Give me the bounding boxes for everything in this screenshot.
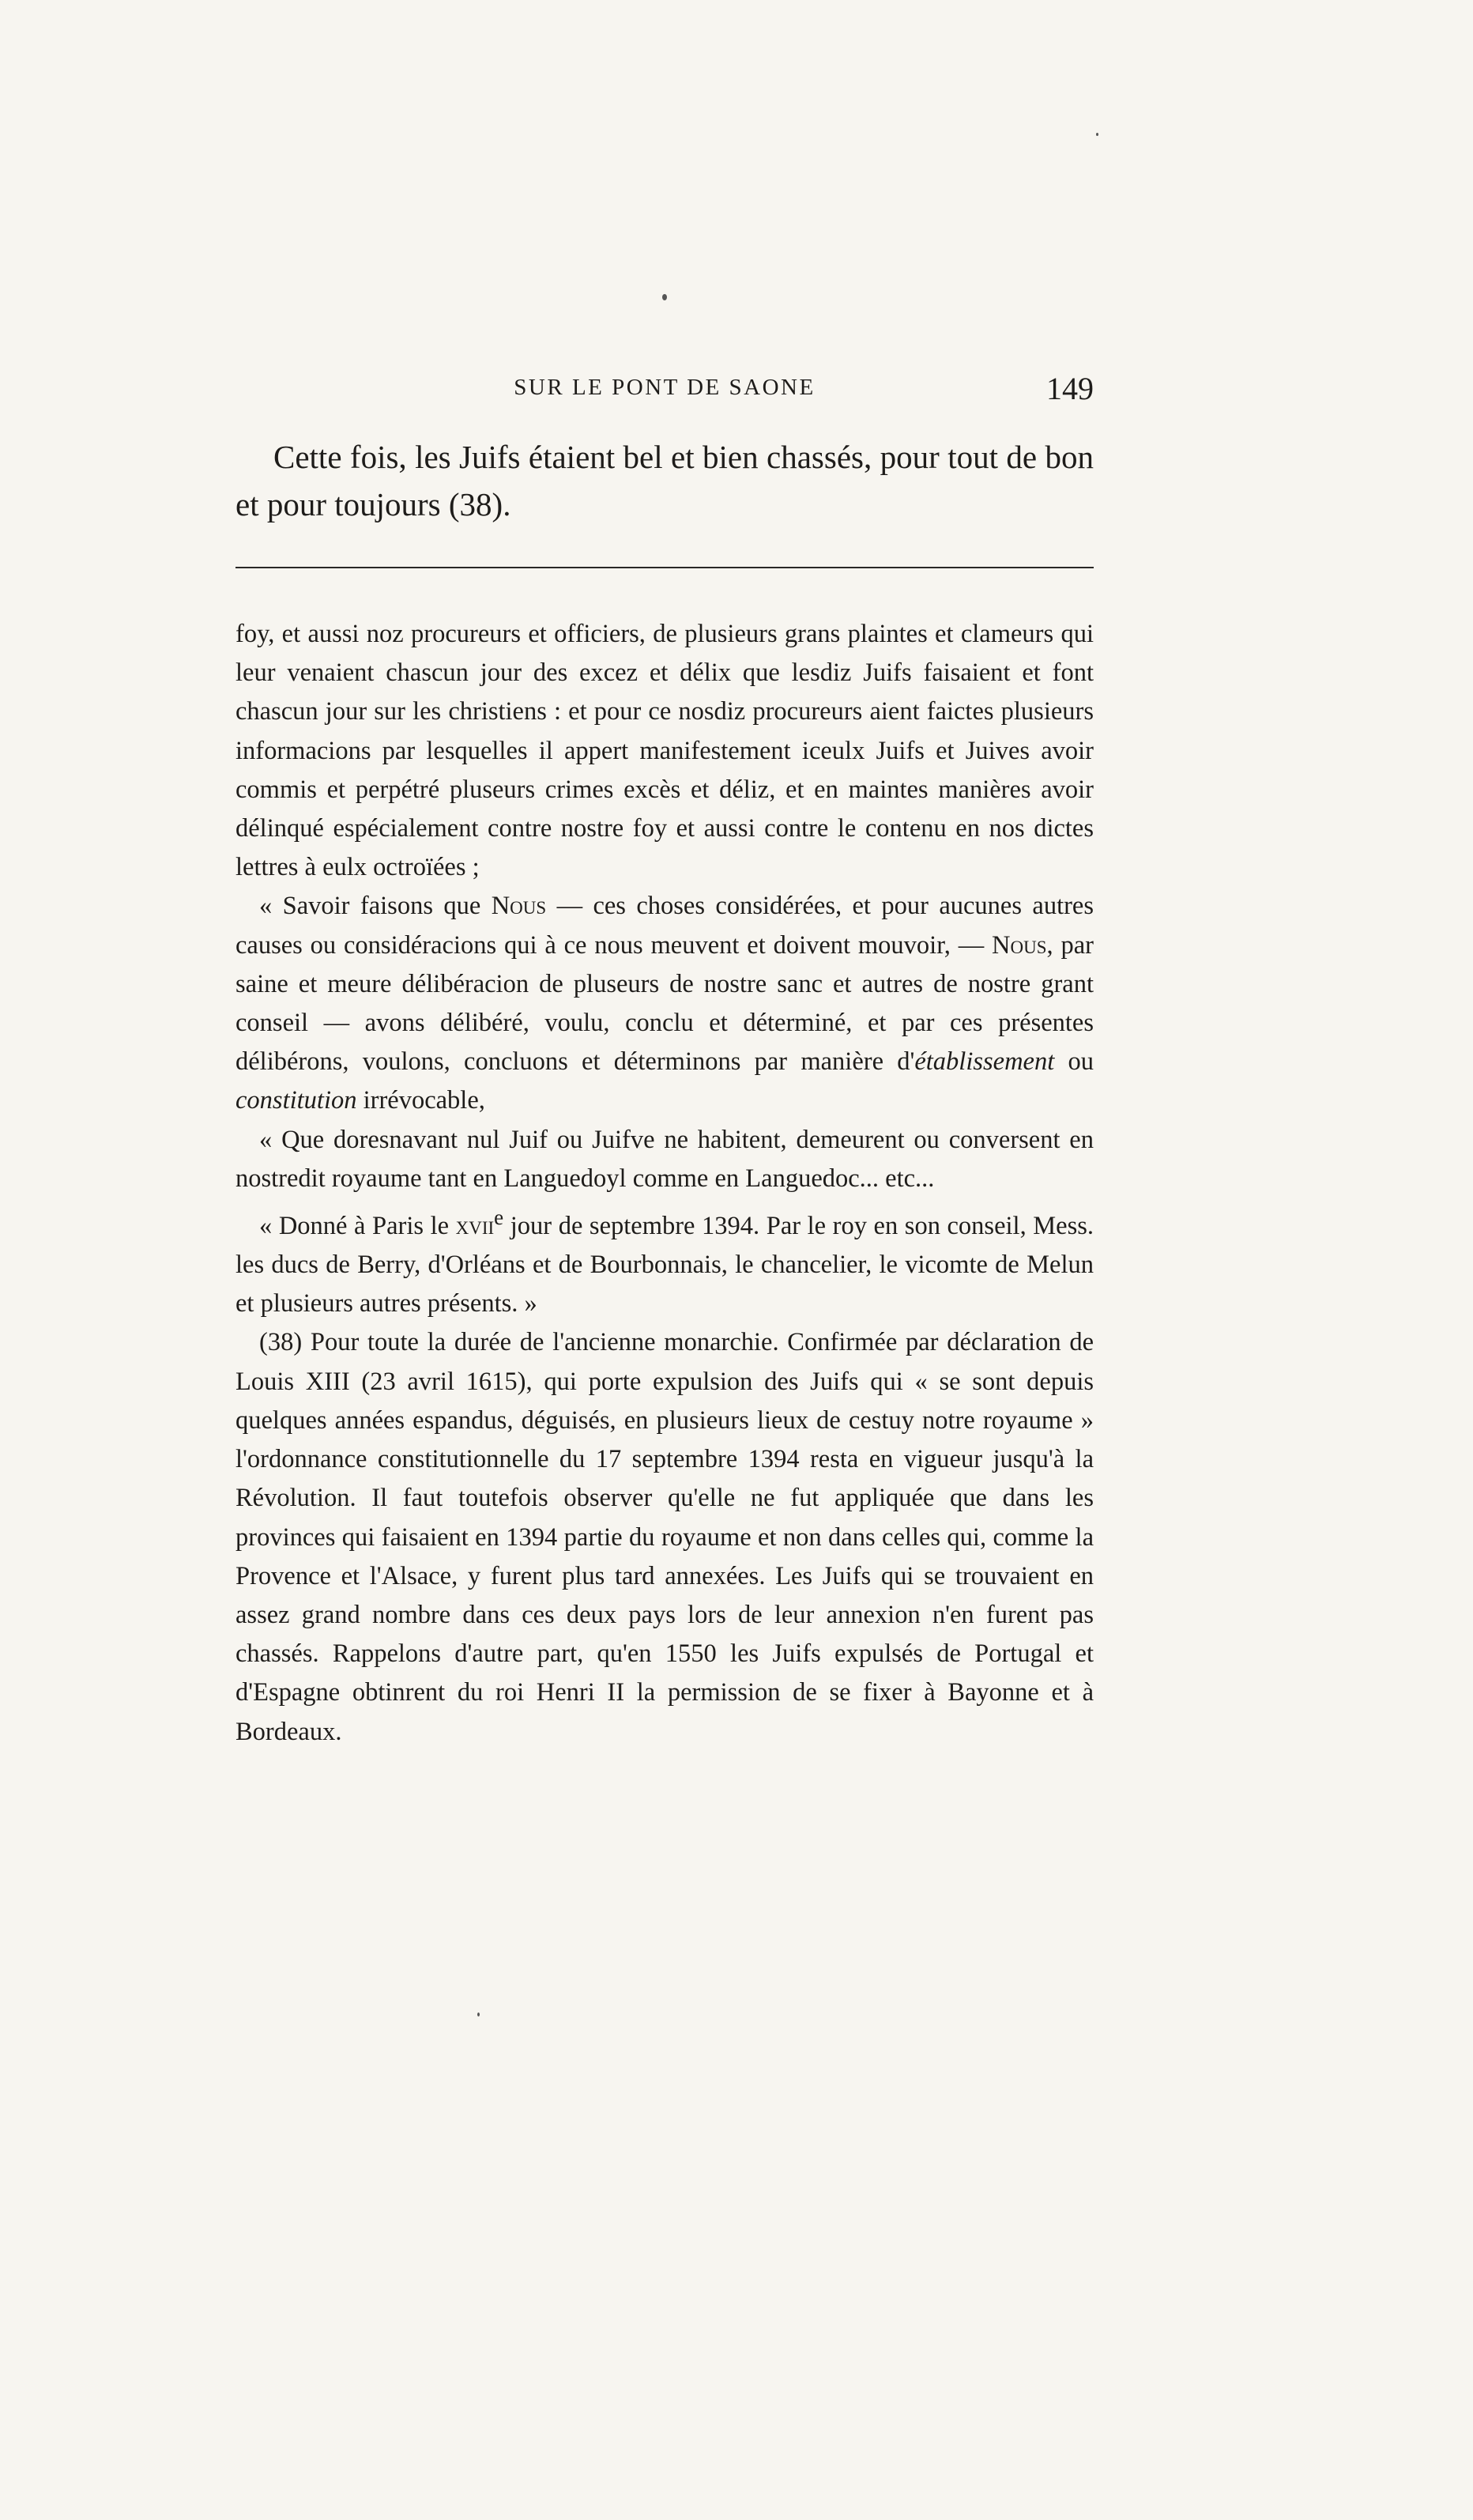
small-caps-nous: Nous <box>992 930 1047 960</box>
footnote-separator <box>235 567 1094 568</box>
footnotes <box>235 615 1094 1752</box>
page-number: 149 <box>1046 371 1094 406</box>
italic-term: constitution <box>235 1086 357 1115</box>
small-caps-nous: Nous <box>491 892 547 921</box>
roman-day-numeral: xvii <box>455 1211 495 1240</box>
running-title: SUR LE PONT DE SAONE <box>514 375 816 400</box>
paper-speck <box>662 294 667 300</box>
footnote-paragraph-2 <box>235 887 1094 1120</box>
text-run: , par saine et meure délibéracion de pluseurs de nostre sanc et autres de nostre grant conseil — avons délibéré, voulu, conclu et déterminé, et par ces présentes délibérons, voulons, concluons et déterminons par manière d' <box>235 930 1094 1077</box>
text-run: ou <box>1054 1047 1094 1077</box>
running-head <box>235 370 1094 417</box>
paper-speck <box>1096 133 1098 136</box>
main-paragraph: Cette fois, les Juifs étaient bel et bien chassés, pour tout de bon et pour toujours (38). <box>235 439 1094 522</box>
paper-speck <box>477 2013 480 2016</box>
text-run: jour de septembre 1394. Par le roy en son conseil, Mess. les ducs de Berry, d'Orléans et de Bourbonnais, le chancelier, le vicomte de Melun et plusieurs autres présents. » <box>235 1211 1094 1318</box>
footnote-paragraph-1: foy, et aussi noz procureurs et officiers, de plusieurs grans plaintes et clameurs qui leur venaient chascun jour des excez et délix que lesdiz Juifs faisaient et font chascun jour sur les christiens : et pour ce nosdiz procureurs aient faictes plusieurs informacions par lesquelles il appert manifestement iceulx Juifs et Juives avoir commis et perpétré pluseurs crimes excès et déliz, et en maintes manières avoir délinqué espécialement contre nostre foy et aussi contre le contenu en nos dictes lettres à eulx octroïées ; <box>235 620 1094 882</box>
footnote-38: (38) Pour toute la durée de l'ancienne monarchie. Confirmée par déclaration de Louis XIII (23 avril 1615), qui porte expulsion des Juifs qui « se sont depuis quelques années espandus, déguisés, en plusieurs lieux de cestuy notre royaume » l'ordonnance constitutionnelle du 17 septembre 1394 resta en vigueur jusqu'à la Révolution. Il faut toutefois observer qu'elle ne fut appliquée que dans les provinces qui faisaient en 1394 partie du royaume et non dans celles qui, comme la Provence et l'Alsace, y furent plus tard annexées. Les Juifs qui se trouvaient en assez grand nombre dans ces deux pays lors de leur annexion n'en furent pas chassés. Rappelons d'autre part, qu'en 1550 les Juifs expulsés de Portugal et d'Espagne obtinrent du roi Henri II la permission de se fixer à Bayonne et à Bordeaux. <box>235 1328 1094 1746</box>
italic-term: établissement <box>914 1047 1055 1077</box>
text-run: irrévocable, <box>356 1086 485 1115</box>
text-run: « Donné à Paris le <box>259 1211 456 1240</box>
superscript: e <box>494 1205 504 1230</box>
text-run: « Savoir faisons que <box>259 892 492 921</box>
footnote-paragraph-3: « Que doresnavant nul Juif ou Juifve ne habitent, demeurent ou conversent en nostredit royaume tant en Languedoyl comme en Languedoc... etc... <box>235 1125 1094 1193</box>
text-run: — ces choses considérées, et pour aucunes autres causes ou considéracions qui à ce nous meuvent et doivent mouvoir, — <box>235 892 1094 960</box>
footnote-paragraph-4 <box>235 1198 1094 1323</box>
